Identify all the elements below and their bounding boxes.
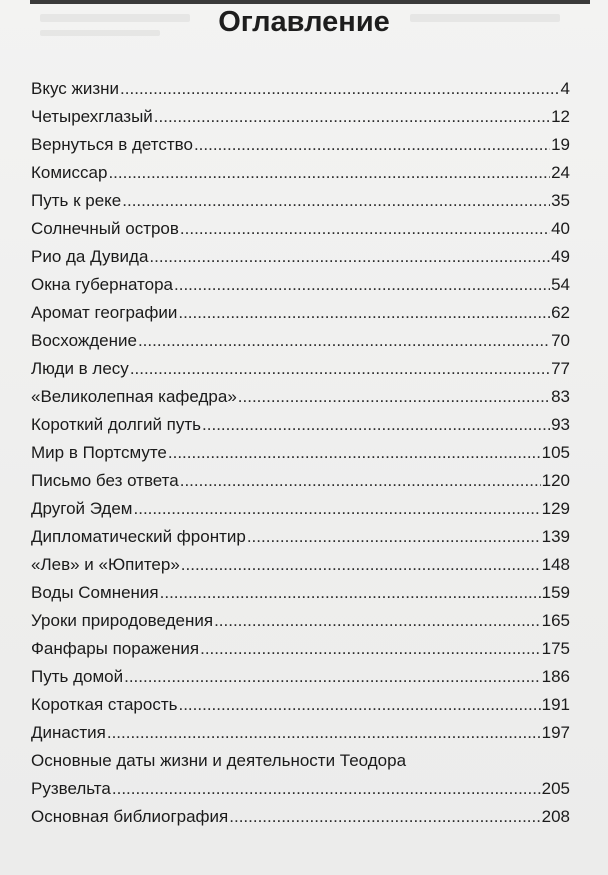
toc-entry[interactable] (31, 215, 570, 243)
toc-entry[interactable] (31, 635, 570, 663)
dot-leader (112, 775, 541, 803)
dot-leader (130, 355, 550, 383)
toc-entry[interactable] (31, 579, 570, 607)
toc-entry-title: Династия (31, 723, 106, 742)
toc-entry-title: Вернуться в детство (31, 135, 193, 154)
toc-entry-page: 191 (541, 695, 570, 714)
dot-leader (174, 271, 550, 299)
toc-entry-page: 165 (541, 611, 570, 630)
dot-leader (181, 551, 541, 579)
dot-leader (247, 523, 541, 551)
table-of-contents (31, 75, 570, 831)
dot-leader (120, 75, 559, 103)
toc-entry[interactable] (31, 467, 570, 495)
toc-entry-title: Солнечный остров (31, 219, 179, 238)
dot-leader (138, 327, 550, 355)
toc-entry-page: 24 (551, 163, 570, 182)
toc-entry-title: Воды Сомнения (31, 583, 159, 602)
dot-leader (200, 635, 541, 663)
dot-leader (154, 103, 550, 131)
dot-leader (178, 691, 540, 719)
toc-entry-title: Аромат географии (31, 303, 178, 322)
toc-entry[interactable] (31, 327, 570, 355)
dot-leader (229, 803, 540, 831)
dot-leader (149, 243, 550, 271)
toc-entry-title: Люди в лесу (31, 359, 129, 378)
toc-entry-page: 83 (551, 387, 570, 406)
toc-entry-page: 40 (551, 219, 570, 238)
dot-leader (124, 663, 541, 691)
toc-entry[interactable] (31, 271, 570, 299)
dot-leader (194, 131, 550, 159)
toc-entry-page: 105 (541, 443, 570, 462)
toc-entry-title: «Великолепная кафедра» (31, 387, 237, 406)
dot-leader (160, 579, 541, 607)
toc-entry-page: 4 (560, 79, 570, 98)
toc-entry[interactable] (31, 663, 570, 691)
toc-entry-page: 208 (541, 807, 570, 826)
toc-entry[interactable] (31, 495, 570, 523)
dot-leader (202, 411, 550, 439)
toc-entry[interactable] (31, 607, 570, 635)
toc-entry-title: Вкус жизни (31, 79, 120, 98)
toc-entry[interactable] (31, 131, 570, 159)
toc-entry-page: 175 (541, 639, 570, 658)
toc-entry[interactable] (31, 439, 570, 467)
toc-entry[interactable] (31, 691, 570, 719)
toc-entry[interactable] (31, 159, 570, 187)
dot-leader (180, 467, 541, 495)
toc-entry-title: Короткий долгий путь (31, 415, 202, 434)
toc-entry-page: 93 (551, 415, 570, 434)
toc-entry[interactable] (31, 383, 570, 411)
toc-entry-page: 62 (551, 303, 570, 322)
toc-entry-page: 120 (541, 471, 570, 490)
dot-leader (214, 607, 541, 635)
toc-entry-title: Мир в Портсмуте (31, 443, 167, 462)
dot-leader (122, 187, 550, 215)
toc-entry[interactable] (31, 103, 570, 131)
toc-entry-title: Короткая старость (31, 695, 178, 714)
toc-entry-page: 35 (551, 191, 570, 210)
toc-entry[interactable] (31, 551, 570, 579)
toc-entry-page: 70 (551, 331, 570, 350)
toc-entry-page: 197 (541, 723, 570, 742)
toc-entry-title: «Лев» и «Юпитер» (31, 555, 180, 574)
toc-entry-page: 148 (541, 555, 570, 574)
toc-entry-title: Четырехглазый (31, 107, 153, 126)
toc-entry-title: Комиссар (31, 163, 108, 182)
toc-entry-page: 159 (541, 583, 570, 602)
dot-leader (108, 159, 550, 187)
toc-entry-title: Уроки природоведения (31, 611, 214, 630)
toc-entry[interactable] (31, 355, 570, 383)
toc-entry[interactable] (31, 411, 570, 439)
toc-entry-page: 139 (541, 527, 570, 546)
toc-entry-page: 12 (551, 107, 570, 126)
toc-entry-page: 49 (551, 247, 570, 266)
dot-leader (238, 383, 550, 411)
toc-entry-title: Дипломатический фронтир (31, 527, 246, 546)
dot-leader (168, 439, 541, 467)
toc-entry-title-line2: Рузвельта (31, 779, 111, 798)
toc-entry-page: 129 (541, 499, 570, 518)
toc-entry[interactable] (31, 187, 570, 215)
toc-entry-title: Путь к реке (31, 191, 122, 210)
toc-entry-title: Восхождение (31, 331, 137, 350)
toc-entry-title: Рио да Дувида (31, 247, 149, 266)
toc-entry[interactable] (31, 299, 570, 327)
dot-leader (180, 215, 550, 243)
toc-entry[interactable] (31, 243, 570, 271)
page-title: Оглавление (218, 6, 390, 38)
toc-entry-page: 54 (551, 275, 570, 294)
toc-entry-page: 186 (541, 667, 570, 686)
toc-entry[interactable] (31, 523, 570, 551)
toc-entry[interactable] (31, 803, 570, 831)
toc-entry-title: Фанфары поражения (31, 639, 200, 658)
toc-entry-multiline[interactable] (31, 747, 570, 803)
toc-entry-title: Путь домой (31, 667, 124, 686)
toc-entry[interactable] (31, 719, 570, 747)
toc-entry-title: Окна губернатора (31, 275, 174, 294)
dot-leader (107, 719, 541, 747)
toc-entry-page: 77 (551, 359, 570, 378)
dot-leader (134, 495, 541, 523)
toc-entry-title: Основная библиография (31, 807, 229, 826)
dot-leader (178, 299, 550, 327)
toc-entry[interactable] (31, 75, 570, 103)
toc-entry-title-line1: Основные даты жизни и деятельности Теодора (31, 751, 407, 770)
toc-entry-title: Письмо без ответа (31, 471, 179, 490)
toc-entry-title: Другой Эдем (31, 499, 133, 518)
toc-entry-page: 205 (541, 779, 570, 798)
toc-entry-page: 19 (551, 135, 570, 154)
